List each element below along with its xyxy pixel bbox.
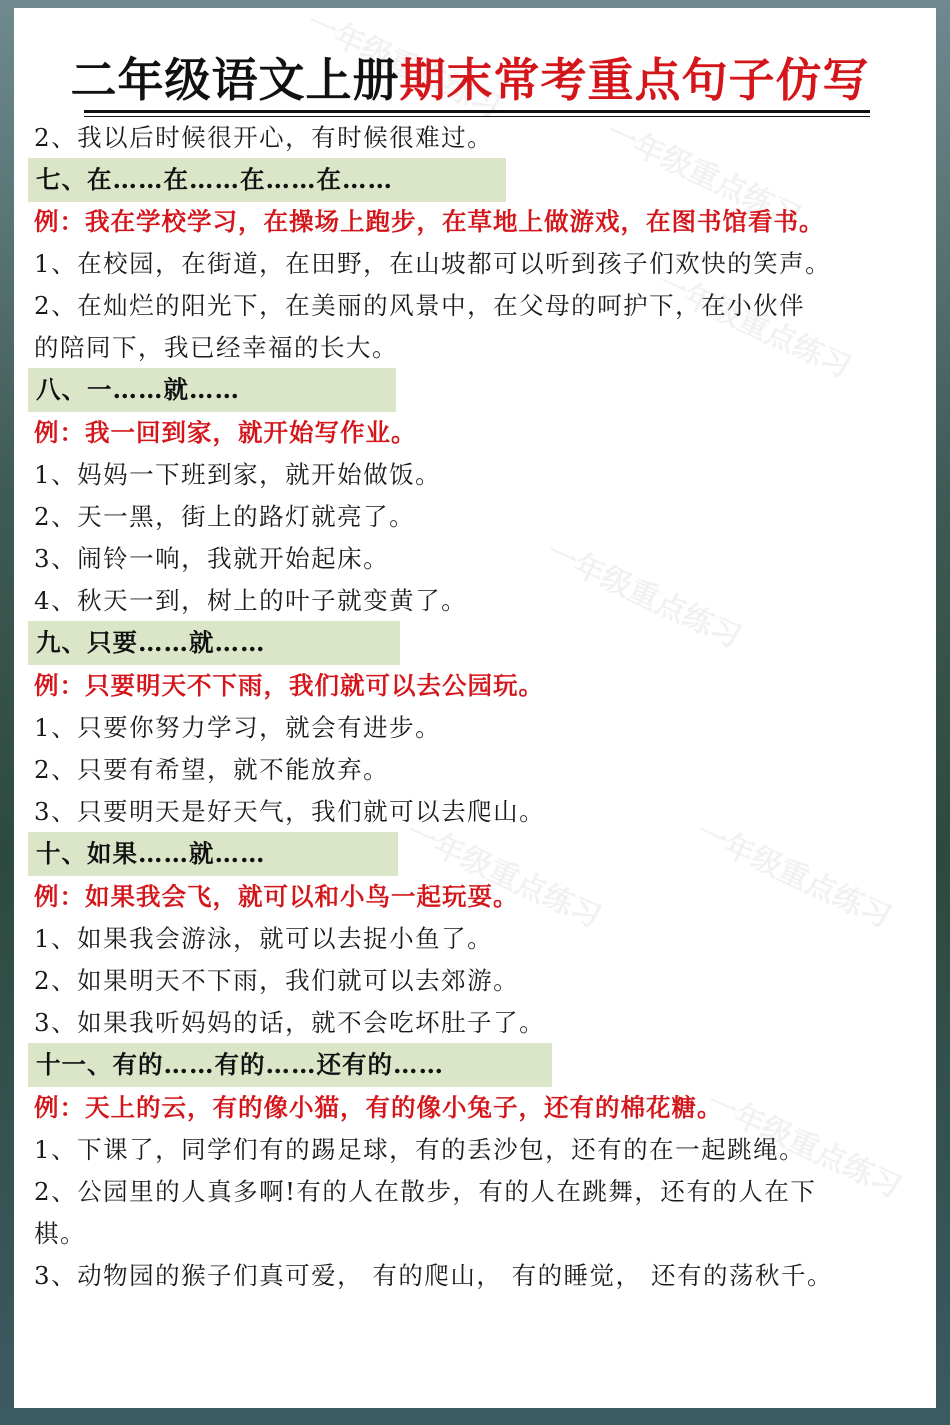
sentence-line: 1、下课了，同学们有的踢足球，有的丢沙包，还有的在一起跳绳。 (34, 1135, 806, 1164)
page-title (70, 52, 870, 108)
sentence-line: 3、只要明天是好天气，我们就可以去爬山。 (34, 797, 546, 826)
sentence-line: 3、如果我听妈妈的话，就不会吃坏肚子了。 (34, 1008, 546, 1037)
sentence-line: 2、如果明天不下雨，我们就可以去郊游。 (34, 966, 520, 995)
section-heading-9 (28, 621, 400, 665)
example-sentence: 例：只要明天不下雨，我们就可以去公园玩。 (34, 671, 544, 700)
sentence-line: 的陪同下，我已经幸福的长大。 (34, 333, 398, 362)
sentence-line: 3、动物园的猴子们真可爱， 有的爬山， 有的睡觉， 还有的荡秋千。 (34, 1261, 833, 1290)
section-heading-8 (28, 368, 396, 412)
example-sentence: 例：我一回到家，就开始写作业。 (34, 418, 417, 447)
sentence-line: 1、只要你努力学习，就会有进步。 (34, 713, 442, 742)
sentence-line: 2、在灿烂的阳光下，在美丽的风景中，在父母的呵护下，在小伙伴 (34, 291, 806, 320)
sentence-line: 2、公园里的人真多啊!有的人在散步，有的人在跳舞，还有的人在下 (34, 1177, 817, 1206)
section-heading-label: 十、如果……就…… (36, 839, 266, 868)
sentence-line: 1、妈妈一下班到家，就开始做饭。 (34, 460, 442, 489)
section-heading-11 (28, 1043, 552, 1087)
example-sentence: 例：我在学校学习，在操场上跑步，在草地上做游戏，在图书馆看书。 (34, 207, 825, 236)
sentence-line: 1、在校园，在街道，在田野，在山坡都可以听到孩子们欢快的笑声。 (34, 249, 832, 278)
title-black-part: 二年级语文上册 (70, 53, 400, 107)
section-heading-label: 九、只要……就…… (36, 628, 266, 657)
sentence-line: 1、如果我会游泳，就可以去捉小鱼了。 (34, 924, 494, 953)
section-heading-10 (28, 832, 398, 876)
sentence-line: 2、天一黑，街上的路灯就亮了。 (34, 502, 416, 531)
example-sentence: 例：天上的云，有的像小猫，有的像小兔子，还有的棉花糖。 (34, 1093, 723, 1122)
title-underline (84, 110, 870, 113)
sentence-line: 2、我以后时候很开心，有时候很难过。 (34, 123, 494, 152)
example-sentence: 例：如果我会飞，就可以和小鸟一起玩耍。 (34, 882, 519, 911)
sentence-line: 3、闹铃一响，我就开始起床。 (34, 544, 390, 573)
sentence-line: 棋。 (34, 1219, 86, 1248)
section-heading-label: 八、一……就…… (36, 375, 240, 404)
sentence-line: 2、只要有希望，就不能放弃。 (34, 755, 390, 784)
sentence-line: 4、秋天一到，树上的叶子就变黄了。 (34, 586, 468, 615)
section-heading-label: 十一、有的……有的……还有的…… (36, 1050, 444, 1079)
section-heading-7 (28, 158, 506, 202)
title-red-part: 期末常考重点句子仿写 (399, 53, 870, 107)
section-heading-label: 七、在……在……在……在…… (36, 165, 393, 194)
